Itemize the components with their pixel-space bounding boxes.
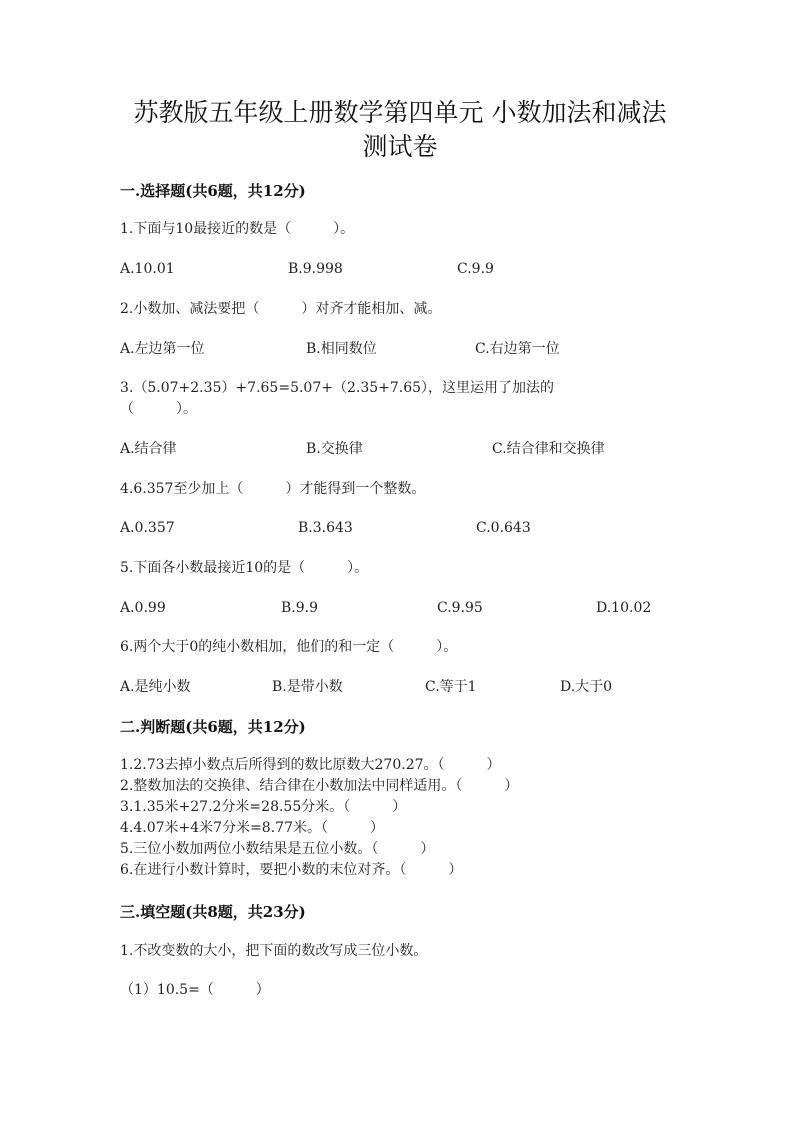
choice-q2-option-a: A.左边第一位 [120, 341, 205, 357]
choice-q4-option-c: C.0.643 [476, 520, 531, 536]
choice-q5-option-c: C.9.95 [437, 600, 483, 616]
exam-title-line1: 苏教版五年级上册数学第四单元 小数加法和减法 [133, 98, 667, 127]
choice-q5-text: 5.下面各小数最接近10的是（ ）。 [120, 560, 369, 576]
fill-q1-sub1: （1）10.5=（ ） [120, 982, 270, 998]
choice-q6-option-a: A.是纯小数 [120, 679, 191, 695]
judge-item: 3.1.35米+27.2分米=28.55分米。（ ） [120, 799, 407, 815]
section-fill-heading: 三.填空题(共8题，共23分) [120, 903, 306, 921]
exam-title-line2: 测试卷 [362, 132, 438, 161]
choice-q3-option-c: C.结合律和交换律 [492, 441, 605, 457]
choice-q5-option-d: D.10.02 [596, 600, 652, 616]
choice-q1-option-b: B.9.998 [288, 261, 343, 277]
judge-item: 2.整数加法的交换律、结合律在小数加法中同样适用。（ ） [120, 778, 519, 794]
choice-q1-option-c: C.9.9 [457, 261, 494, 277]
judge-item: 1.2.73去掉小数点后所得到的数比原数大270.27。（ ） [120, 757, 501, 773]
choice-q3-option-a: A.结合律 [120, 441, 177, 457]
choice-q2-text: 2.小数加、减法要把（ ）对齐才能相加、减。 [120, 301, 442, 317]
choice-q6-option-d: D.大于0 [560, 679, 613, 695]
choice-q2-option-b: B.相同数位 [306, 341, 377, 357]
choice-q6-option-b: B.是带小数 [272, 679, 343, 695]
choice-q5-option-a: A.0.99 [120, 600, 166, 616]
choice-q4-option-a: A.0.357 [120, 520, 175, 536]
choice-q1-option-a: A.10.01 [120, 261, 175, 277]
judge-item: 6.在进行小数计算时，要把小数的末位对齐。（ ） [120, 862, 463, 878]
fill-q1-text: 1.不改变数的大小，把下面的数改写成三位小数。 [120, 943, 428, 959]
section-choice-heading: 一.选择题(共6题，共12分) [120, 182, 306, 200]
choice-q4-option-b: B.3.643 [298, 520, 353, 536]
choice-q1-text: 1.下面与10最接近的数是（ ）。 [120, 221, 355, 237]
choice-q3-text-line1: 3.（5.07+2.35）+7.65=5.07+（2.35+7.65），这里运用了加法的 [120, 380, 555, 396]
choice-q6-option-c: C.等于1 [425, 679, 477, 695]
choice-q3-text-line2: （ ）。 [120, 401, 197, 417]
judge-item: 5.三位小数加两位小数结果是五位小数。（ ） [120, 841, 435, 857]
choice-q6-text: 6.两个大于0的纯小数相加，他们的和一定（ ）。 [120, 639, 458, 655]
choice-q5-option-b: B.9.9 [281, 600, 319, 616]
section-judge-heading: 二.判断题(共6题，共12分) [120, 718, 306, 736]
choice-q4-text: 4.6.357至少加上（ ）才能得到一个整数。 [120, 481, 426, 497]
choice-q2-option-c: C.右边第一位 [475, 341, 560, 357]
choice-q3-option-b: B.交换律 [306, 441, 363, 457]
judge-item: 4.4.07米+4米7分米=8.77米。（ ） [120, 820, 384, 836]
